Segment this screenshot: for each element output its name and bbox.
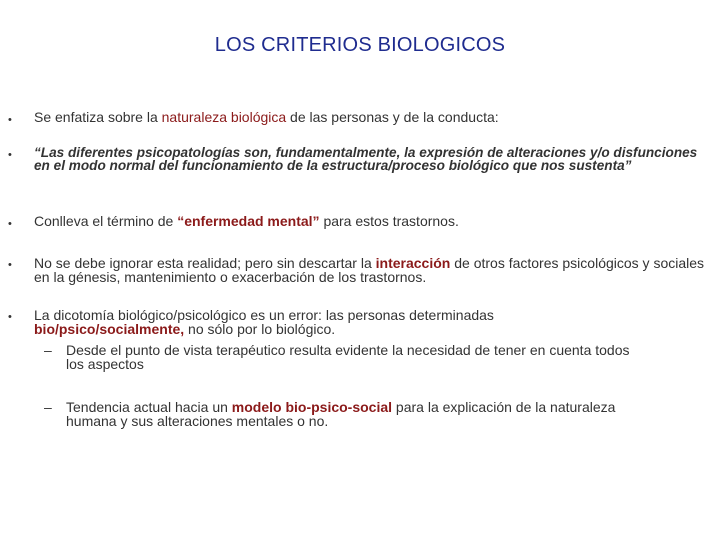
sub-bullet-2-pre: Tendencia actual hacia un	[66, 399, 232, 415]
slide-title: LOS CRITERIOS BIOLOGICOS	[214, 34, 506, 56]
sub-bullet-dash: –	[44, 399, 52, 415]
bullet-4-emphasis: interacción	[375, 255, 451, 271]
bullet-3-pre: Conlleva el término de	[34, 213, 178, 229]
sub-bullet-2-post: para la explicación de la naturaleza	[392, 399, 616, 415]
bullet-4-post: de otros factores psicológicos y sociales en la génesis, mantenimiento o exacerbación de los trastornos.	[34, 255, 705, 285]
sub-bullet-2-line2: humana y sus alteraciones mentales o no.	[66, 413, 329, 429]
bullet-5-text	[34, 308, 716, 336]
bullet-5-emphasis: bio/psico/socialmente,	[34, 321, 185, 337]
bullet-marker: •	[8, 114, 12, 126]
bullet-marker: •	[8, 259, 12, 271]
bullet-1-pre: Se enfatiza sobre la	[34, 109, 162, 125]
bullet-5-line1: La dicotomía biológico/psicológico es un error: las personas determinadas	[34, 307, 494, 323]
sub-bullet-2	[44, 400, 714, 428]
sub-bullet-1-line2: los aspectos	[66, 356, 144, 372]
bullet-1-text	[34, 110, 716, 124]
bullet-3-emphasis: “enfermedad mental”	[177, 213, 320, 229]
bullet-1-emphasis: naturaleza biológica	[161, 109, 287, 125]
bullet-marker: •	[8, 218, 12, 230]
sub-bullet-dash: –	[44, 342, 52, 358]
bullet-3-post: para estos trastornos.	[319, 213, 459, 229]
bullet-marker: •	[8, 311, 12, 323]
sub-bullet-1-line1: Desde el punto de vista terapéutico resulta evidente la necesidad de tener en cuenta todos	[66, 342, 630, 358]
bullet-3-text	[34, 214, 716, 228]
bullet-1-post: de las personas y de la conducta:	[286, 109, 499, 125]
sub-bullet-2-emphasis: modelo bio-psico-social	[231, 399, 393, 415]
bullet-4-pre: No se debe ignorar esta realidad; pero sin descartar la	[34, 255, 376, 271]
bullet-5-post: no sólo por lo biológico.	[184, 321, 336, 337]
sub-bullet-1	[44, 343, 714, 371]
bullet-marker: •	[8, 149, 12, 161]
bullet-2-quote: “Las diferentes psicopatologías son, fundamentalmente, la expresión de alteraciones y/o disfunciones en el modo normal del funcionamiento de la estructura/proceso biológico que nos sustenta”	[34, 145, 698, 173]
bullet-4-text	[34, 256, 716, 284]
